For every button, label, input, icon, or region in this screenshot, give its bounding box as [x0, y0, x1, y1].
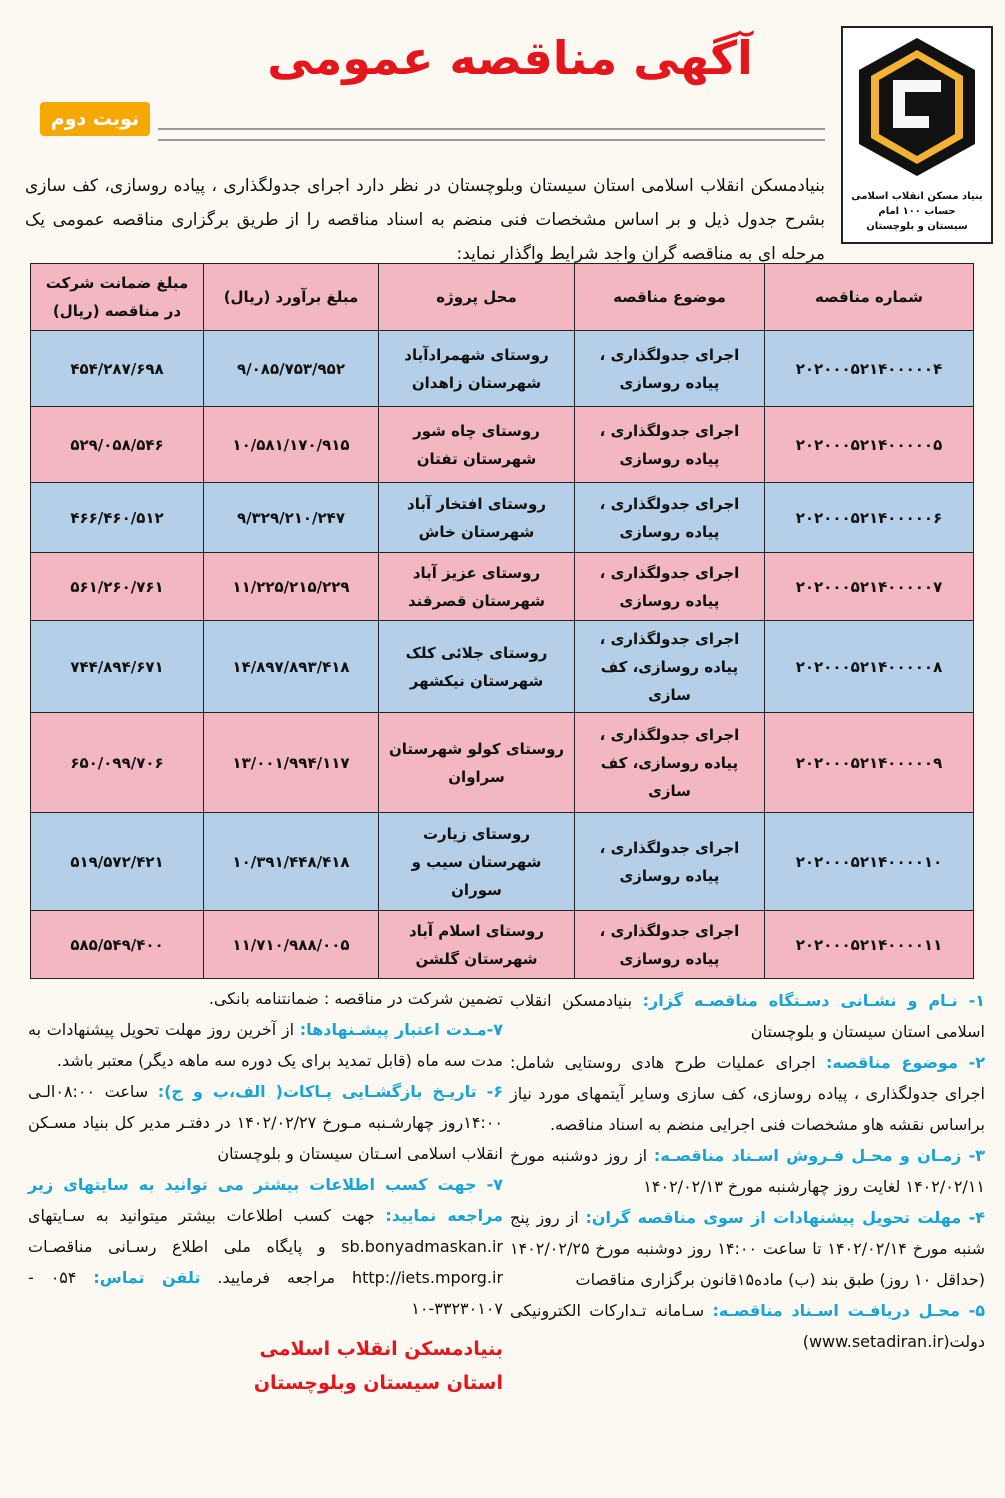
section-7-heading: ۷-مـدت اعتبار پیشـنهادها: [299, 1020, 504, 1039]
tender-table [30, 263, 974, 979]
section-4-text: از روز پنج شنبه مورخ ۱۴۰۲/۰۲/۱۴ تا ساعت ۱۴:۰۰ روز دوشنبه مورخ ۱۴۰۲/۰۲/۲۵ (حداقل ۱۰ روز) طبق بند (ب) ماده۱۵قانون برگزاری مناقصات [510, 1208, 986, 1289]
tender-subject: اجرای جدولگذاری ، پیاده روسازی، کف سازی [575, 621, 765, 713]
col-header-subject: موضوع مناقصه [575, 264, 765, 331]
intro-paragraph: بنیادمسکن انقلاب اسلامی استان سیستان وبلوچستان در نظر دارد اجرای جدولگذاری ، پیاده روسازی، کف سازی بشرح جدول ذیل و بر اساس مشخصات فنی منضم به اسناد مناقصه را از طریق برگزاری مناقصه عمومی یک مرحله ای به مناقصه گران واجد شرایط واگذار نماید: [25, 176, 825, 264]
round-badge: نوبت دوم [40, 102, 150, 136]
table-row [31, 407, 974, 483]
guarantee-amount: ۷۴۴/۸۹۴/۶۷۱ [31, 621, 204, 713]
section-1-text: بنیادمسکن انقلاب اسلامی استان سیستان و بلوچستان [510, 991, 985, 1041]
phone-label: تلفن تماس: [93, 1268, 201, 1287]
table-row [31, 331, 974, 407]
signature-line-2: استان سیستان وبلوچستان [253, 1372, 503, 1394]
estimate-amount: ۱۱/۲۲۵/۲۱۵/۲۲۹ [204, 553, 379, 621]
section-3-text: از روز دوشنبه مورخ ۱۴۰۲/۰۲/۱۱ لغایت روز چهارشنبه مورخ ۱۴۰۲/۰۲/۱۳ [510, 1146, 985, 1196]
col-header-estimate: مبلغ برآورد (ریال) [204, 264, 379, 331]
section-3-heading: ۳- زمـان و محـل فـروش اسـناد مناقصـه: [653, 1146, 985, 1165]
tender-number: ۲۰۲۰۰۰۵۲۱۴۰۰۰۰۱۱ [765, 911, 974, 979]
tender-number: ۲۰۲۰۰۰۵۲۱۴۰۰۰۰۱۰ [765, 813, 974, 911]
logo-line-3: سیستان و بلوچستان [866, 221, 968, 232]
conditions-right-column [510, 985, 985, 1357]
section-1 [510, 985, 985, 1047]
guarantee-amount: ۵۶۱/۲۶۰/۷۶۱ [31, 553, 204, 621]
guarantee-amount: ۶۵۰/۰۹۹/۷۰۶ [31, 713, 204, 813]
tender-subject: اجرای جدولگذاری ، پیاده روسازی [575, 331, 765, 407]
table-row [31, 813, 974, 911]
tender-subject: اجرای جدولگذاری ، پیاده روسازی [575, 911, 765, 979]
tender-number: ۲۰۲۰۰۰۵۲۱۴۰۰۰۰۰۴ [765, 331, 974, 407]
section-2 [510, 1047, 985, 1140]
col-header-number: شماره مناقصه [765, 264, 974, 331]
project-location: روستای جلائی کلک شهرستان نیکشهر [379, 621, 575, 713]
table-row [31, 911, 974, 979]
project-location: روستای شهمرادآباد شهرستان زاهدان [379, 331, 575, 407]
tender-number: ۲۰۲۰۰۰۵۲۱۴۰۰۰۰۰۹ [765, 713, 974, 813]
guarantee-amount: ۴۶۶/۴۶۰/۵۱۲ [31, 483, 204, 553]
project-location: روستای عزیز آباد شهرستان قصرقند [379, 553, 575, 621]
tender-number: ۲۰۲۰۰۰۵۲۱۴۰۰۰۰۰۸ [765, 621, 974, 713]
logo-line-2: حساب ۱۰۰ امام [878, 206, 956, 217]
guarantee-amount: ۴۵۴/۲۸۷/۶۹۸ [31, 331, 204, 407]
section-5-heading: ۵- محـل دریافـت اسـناد مناقصـه: [712, 1301, 985, 1320]
section-6-heading: ۶- تاریـخ بازگشـایی پـاکات( الف،ب و ج): [157, 1082, 504, 1101]
estimate-amount: ۱۴/۸۹۷/۸۹۳/۴۱۸ [204, 621, 379, 713]
tender-subject: اجرای جدولگذاری ، پیاده روسازی، کف سازی [575, 713, 765, 813]
project-location: روستای اسلام آباد شهرستان گلشن [379, 911, 575, 979]
col-header-guarantee: مبلغ ضمانت شرکت در مناقصه (ریال) [31, 264, 204, 331]
section-7-info [28, 1169, 503, 1324]
guarantee-amount: ۵۸۵/۵۴۹/۴۰۰ [31, 911, 204, 979]
signature-block [28, 1332, 503, 1400]
info-heading: ۷- جهت کسب اطلاعات بیشتر می توانید به سایتهای زیر مراجعه نمایید: [28, 1175, 504, 1225]
estimate-amount: ۹/۳۲۹/۲۱۰/۲۴۷ [204, 483, 379, 553]
estimate-amount: ۹/۰۸۵/۷۵۳/۹۵۲ [204, 331, 379, 407]
project-location: روستای افتخار آباد شهرستان خاش [379, 483, 575, 553]
info-text: جهت کسب اطلاعات بیشتر میتوانید به سـایتهای sb.bonyadmaskan.ir و پایگاه ملی اطلاع رسـانی مناقصـات http://iets.mporg.ir مراجعه فرمایید. [28, 1206, 504, 1287]
section-4-heading: ۴- مهلت تحویل پیشنهادات از سوی مناقصه گران: [585, 1208, 985, 1227]
guarantee-amount: ۵۲۹/۰۵۸/۵۴۶ [31, 407, 204, 483]
signature-line-1: بنیادمسکن انقلاب اسلامی [259, 1338, 503, 1360]
section-2-heading: ۲- موضوع مناقصه: [826, 1053, 985, 1072]
tender-number: ۲۰۲۰۰۰۵۲۱۴۰۰۰۰۰۷ [765, 553, 974, 621]
estimate-amount: ۱۳/۰۰۱/۹۹۴/۱۱۷ [204, 713, 379, 813]
tender-subject: اجرای جدولگذاری ، پیاده روسازی [575, 813, 765, 911]
col-header-location: محل پروژه [379, 264, 575, 331]
project-location: روستای چاه شور شهرستان تفتان [379, 407, 575, 483]
estimate-amount: ۱۰/۵۸۱/۱۷۰/۹۱۵ [204, 407, 379, 483]
table-row [31, 621, 974, 713]
section-2-text: اجرای عملیات طرح هادی روستایی شامل: اجرای جدولگذاری ، پیاده روسازی، کف سازی وسایر آیتمهای مورد نیاز براساس نقشه هاو مشخصات فنی اجرایی منضم به اسناد مناقصه. [510, 1053, 985, 1134]
tender-subject: اجرای جدولگذاری ، پیاده روسازی [575, 483, 765, 553]
notice-title: آگهی مناقصه عمومی [267, 31, 753, 85]
tender-subject: اجرای جدولگذاری ، پیاده روسازی [575, 407, 765, 483]
housing-foundation-emblem-icon [853, 34, 981, 180]
section-3 [510, 1140, 985, 1202]
table-header-row [31, 264, 974, 331]
estimate-amount: ۱۱/۷۱۰/۹۸۸/۰۰۵ [204, 911, 379, 979]
table-row [31, 483, 974, 553]
logo-line-1: بنیاد مسکن انقلاب اسلامی [851, 191, 983, 202]
section-5 [510, 1295, 985, 1357]
conditions-left-column [28, 983, 503, 1400]
table-row [31, 713, 974, 813]
phone-number: ۰۵۴ - ۳۳۲۳۰۱۰۷-۱۰ [28, 1268, 503, 1318]
table-row [31, 553, 974, 621]
project-location: روستای زیارت شهرستان سیب و سوران [379, 813, 575, 911]
guarantee-line: تضمین شرکت در مناقصه : ضمانتنامه بانکی. [208, 989, 503, 1008]
section-5-text: سـامانه تـدارکات الکترونیکی دولت(www.setadiran.ir) [510, 1301, 985, 1351]
project-location: روستای کولو شهرستان سراوان [379, 713, 575, 813]
section-6-opening [28, 1076, 503, 1169]
guarantee-amount: ۵۱۹/۵۷۲/۴۲۱ [31, 813, 204, 911]
title-divider [158, 128, 825, 141]
section-1-heading: ۱- نـام و نشـانی دسـتگاه مناقصـه گزار: [642, 991, 986, 1010]
tender-number: ۲۰۲۰۰۰۵۲۱۴۰۰۰۰۰۶ [765, 483, 974, 553]
section-4 [510, 1202, 985, 1295]
organization-logo [841, 26, 993, 244]
estimate-amount: ۱۰/۳۹۱/۴۴۸/۴۱۸ [204, 813, 379, 911]
section-6-text: ساعت ۰۸:۰۰الـی ۱۴:۰۰روز چهارشـنبه مـورخ ۱۴۰۲/۰۲/۲۷ در دفتـر مدیر کل بنیاد مسـکن انقلاب اسلامی اسـتان سیستان و بلوچستان [28, 1082, 503, 1163]
tender-subject: اجرای جدولگذاری ، پیاده روسازی [575, 553, 765, 621]
tender-number: ۲۰۲۰۰۰۵۲۱۴۰۰۰۰۰۵ [765, 407, 974, 483]
section-7-validity [28, 1014, 503, 1076]
section-7-text: از آخرین روز مهلت تحویل پیشنهادات به مدت سه ماه (قابل تمدید برای یک دوره سه ماهه دیگر) معتبر باشد. [28, 1020, 503, 1070]
